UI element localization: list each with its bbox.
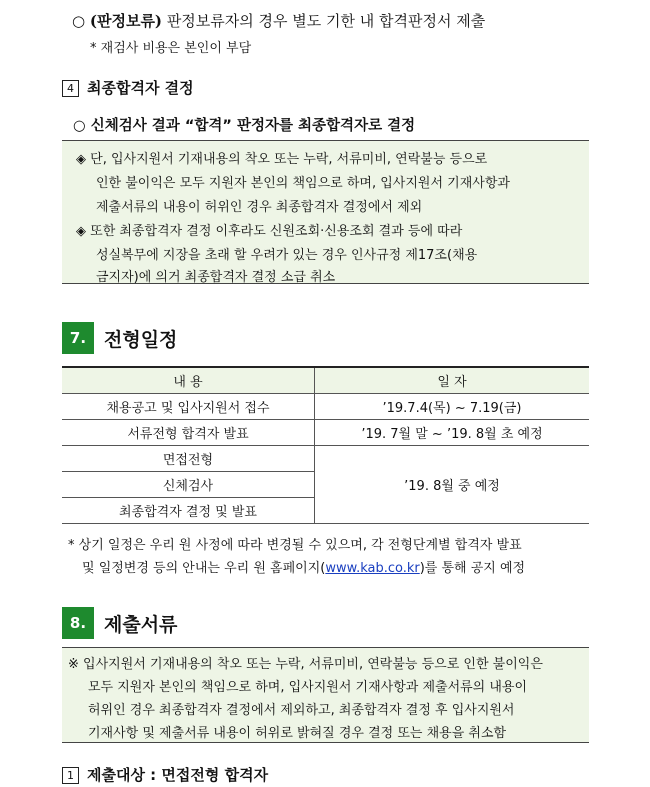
header-content: 내 용 — [62, 367, 315, 394]
notice-line: 인한 불이익은 모두 지원자 본인의 책임으로 하며, 입사지원서 기재사항과 — [96, 176, 510, 191]
section-number-box: 4 — [62, 80, 79, 97]
notice-line: 성실복무에 지장을 초래 할 우려가 있는 경우 인사규정 제17조(채용 — [96, 248, 478, 263]
table-row — [62, 420, 589, 446]
schedule-item: 면접전형 — [62, 446, 315, 472]
pending-label: (판정보류) — [89, 12, 163, 30]
table-row — [62, 446, 589, 472]
schedule-item: 서류전형 합격자 발표 — [62, 420, 315, 446]
notice-line: ◈ 또한 최종합격자 결정 이후라도 신원조회·신용조회 결과 등에 따라 — [76, 224, 463, 239]
homepage-link[interactable]: www.kab.co.kr — [325, 561, 420, 576]
table-row — [62, 394, 589, 420]
final-pass-notice-box — [62, 140, 589, 284]
schedule-note-line: 및 일정변경 등의 안내는 우리 원 홈페이지(www.kab.co.kr)를 통해 공지 예정 — [82, 561, 526, 576]
notice-line: ◈ 단, 입사지원서 기재내용의 착오 또는 누락, 서류미비, 연락불능 등으로 — [76, 152, 488, 167]
schedule-item: 채용공고 및 입사지원서 접수 — [62, 394, 315, 420]
section-title: 제출서류 — [104, 614, 178, 636]
schedule-date: ’19. 8월 중 예정 — [315, 446, 590, 524]
schedule-table — [62, 366, 589, 524]
section-number-badge: 8. — [62, 607, 94, 639]
recheck-cost-note: * 재검사 비용은 본인이 부담 — [90, 41, 252, 56]
notice-line: ※ 입사지원서 기재내용의 착오 또는 누락, 서류미비, 연락불능 등으로 인한 불이익은 — [68, 657, 543, 672]
notice-line: 기재사항 및 제출서류 내용이 허위로 밝혀질 경우 결정 또는 채용을 취소함 — [88, 726, 507, 741]
table-header-row — [62, 367, 589, 394]
header-date: 일 자 — [315, 367, 590, 394]
final-pass-bullet: ○ 신체검사 결과 “합격” 판정자를 최종합격자로 결정 — [73, 118, 416, 134]
section-number-box: 1 — [62, 767, 79, 784]
submission-target-heading: 1 제출대상 : 면접전형 합격자 — [62, 764, 268, 785]
schedule-date: ’19. 7월 말 ~ ’19. 8월 초 예정 — [315, 420, 590, 446]
schedule-item: 최종합격자 결정 및 발표 — [62, 498, 315, 524]
schedule-note-line: * 상기 일정은 우리 원 사정에 따라 변경될 수 있으며, 각 전형단계별 합격자 발표 — [68, 538, 522, 553]
documents-notice-box — [62, 647, 589, 743]
section-title: 전형일정 — [104, 329, 178, 351]
pending-judgment-line: ○ (판정보류) 판정보류자의 경우 별도 기한 내 합격판정서 제출 — [72, 12, 486, 30]
notice-line: 허위인 경우 최종합격자 결정에서 제외하고, 최종합격자 결정 후 입사지원서 — [88, 703, 515, 718]
section-number-badge: 7. — [62, 322, 94, 354]
schedule-date: ’19.7.4(목) ~ 7.19(금) — [315, 394, 590, 420]
notice-line: 제출서류의 내용이 허위인 경우 최종합격자 결정에서 제외 — [96, 200, 423, 215]
final-pass-heading: 4 최종합격자 결정 — [62, 77, 194, 98]
notice-line: 모두 지원자 본인의 책임으로 하며, 입사지원서 기재사항과 제출서류의 내용이 — [88, 680, 528, 695]
schedule-item: 신체검사 — [62, 472, 315, 498]
notice-line: 금지자)에 의거 최종합격자 결정 소급 취소 — [96, 270, 336, 285]
